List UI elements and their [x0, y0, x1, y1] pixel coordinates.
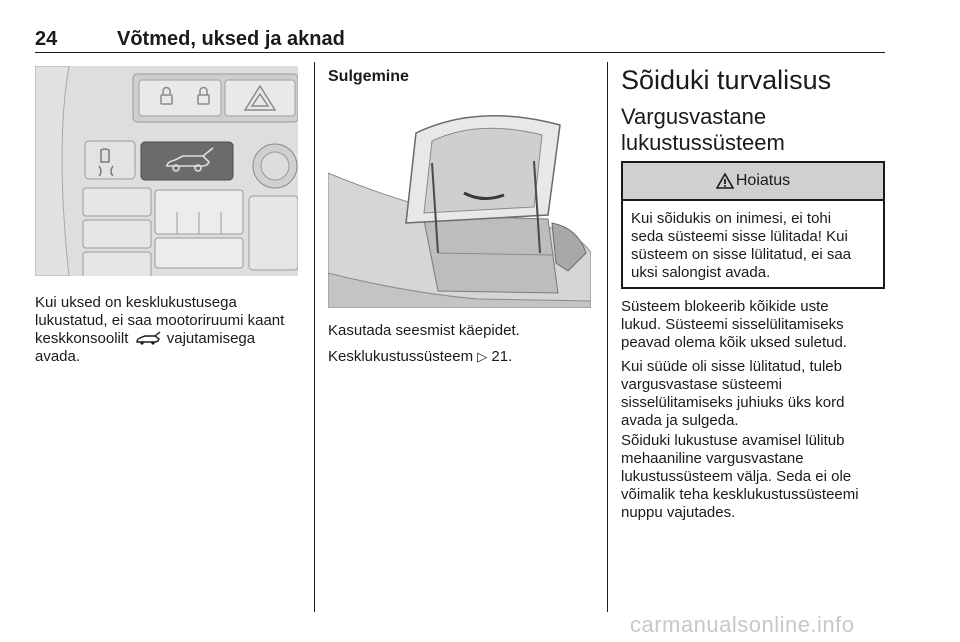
- header-rule: [35, 52, 885, 53]
- warning-triangle-icon: [716, 173, 734, 189]
- paragraph-line: Kui uksed on kesklukustusega: [35, 294, 237, 311]
- paragraph-line: avada.: [35, 348, 81, 365]
- antitheft-paragraph-1: [621, 298, 885, 352]
- watermark: carmanualsonline.info: [630, 612, 855, 637]
- reference-arrow-icon: ▷: [477, 349, 488, 364]
- paragraph-text: vajutamisega: [166, 330, 256, 347]
- page-header: [35, 28, 885, 52]
- paragraph-line: sisselülitamiseks juhiuks üks kord: [621, 394, 845, 411]
- paragraph-line: peavad olema kõik uksed suletud.: [621, 334, 847, 351]
- antitheft-paragraph-3: [621, 432, 885, 522]
- handle-paragraph: Kasutada seesmist käepidet.: [328, 322, 520, 339]
- paragraph-line: võimalik teha kesklukustussüsteemi: [621, 486, 859, 503]
- warning-line: Kui sõidukis on inimesi, ei tohi: [631, 210, 832, 227]
- section-subtitle: [621, 104, 881, 156]
- warning-header: [623, 163, 883, 201]
- paragraph-line: Sõiduki lukustuse avamisel lülitub: [621, 432, 845, 449]
- warning-label: Hoiatus: [735, 172, 791, 189]
- reference-page[interactable]: 21.: [491, 348, 513, 365]
- paragraph-line: lukustatud, ei saa mootoriruumi kaant: [35, 312, 285, 329]
- warning-line: süsteem on sisse lülitatud, ei saa: [631, 246, 852, 263]
- paragraph-line: Kui süüde oli sisse lülitatud, tuleb: [621, 358, 842, 375]
- trunk-open-icon: [135, 331, 161, 345]
- paragraph-line: mehaaniline vargusvastane: [621, 450, 804, 467]
- hood-lock-paragraph: [35, 294, 305, 366]
- paragraph-line: lukud. Süsteemi sisselülitamiseks: [621, 316, 844, 333]
- section-heading-closing: Sulgemine: [328, 68, 409, 85]
- paragraph-line: avada ja sulgeda.: [621, 412, 739, 429]
- antitheft-paragraph-2: [621, 358, 885, 430]
- paragraph-line: [35, 330, 305, 348]
- page-number: 24: [35, 28, 58, 50]
- open-trunk-figure: [328, 103, 591, 308]
- chapter-title: Võtmed, uksed ja aknad: [117, 28, 345, 50]
- paragraph-text: Kesklukustussüsteem: [328, 348, 474, 365]
- warning-line: seda süsteemi sisse lülitada! Kui: [631, 228, 848, 245]
- subtitle-line: Vargusvastane: [621, 104, 767, 129]
- paragraph-line: lukustussüsteem välja. Seda ei ole: [621, 468, 852, 485]
- paragraph-text: keskkonsoolilt: [35, 330, 129, 347]
- column-divider-1: [314, 62, 315, 612]
- warning-box: [621, 161, 885, 289]
- subtitle-line: lukustussüsteem: [621, 130, 785, 155]
- warning-body: [623, 201, 883, 282]
- paragraph-line: vargusvastase süsteemi: [621, 376, 782, 393]
- central-lock-ref-paragraph: [328, 348, 598, 366]
- paragraph-line: nuppu vajutades.: [621, 504, 736, 521]
- console-buttons-figure: [35, 66, 298, 276]
- section-title: Sõiduki turvalisus: [621, 65, 832, 95]
- column-divider-2: [607, 62, 608, 612]
- warning-line: uksi salongist avada.: [631, 264, 771, 281]
- paragraph-line: Süsteem blokeerib kõikide uste: [621, 298, 829, 315]
